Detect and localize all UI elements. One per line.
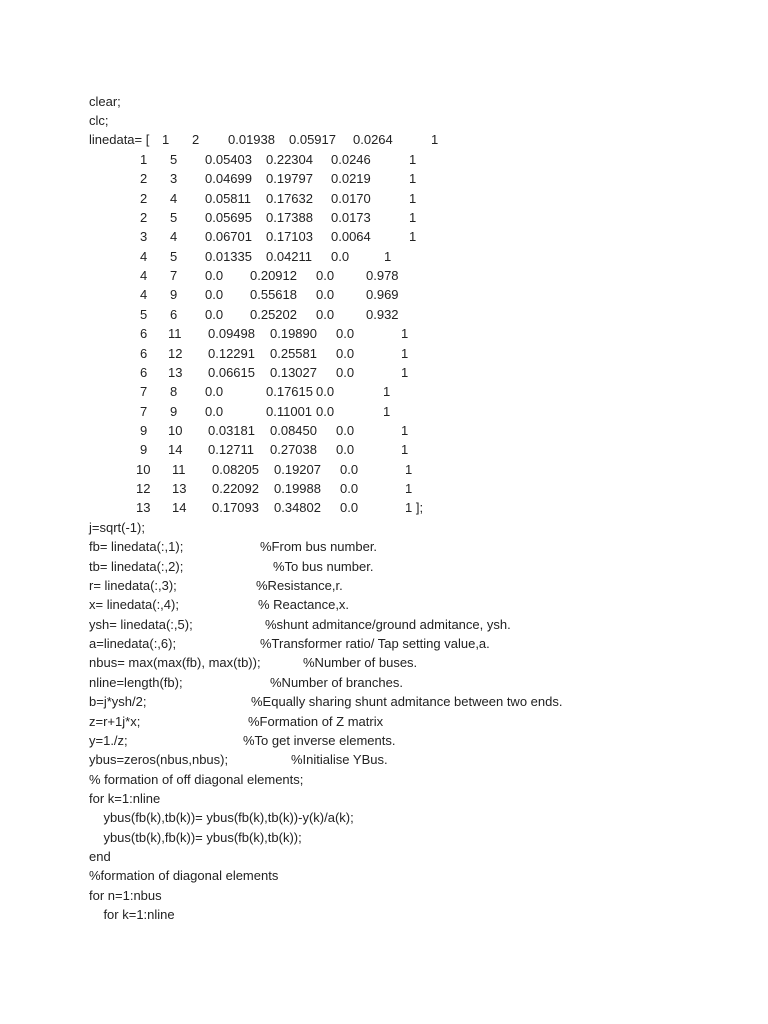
code-comment: %Number of branches. <box>270 675 403 690</box>
linedata-row <box>0 498 768 517</box>
linedata-row <box>0 169 768 188</box>
linedata-row <box>0 460 768 479</box>
code-line: tb= linedata(:,2); <box>89 559 184 574</box>
code-line: r= linedata(:,3); <box>89 578 177 593</box>
code-line: %formation of diagonal elements <box>89 868 279 883</box>
cell-resistance: 0.06615 <box>208 365 255 380</box>
cell-to-bus: 14 <box>168 442 183 457</box>
cell-reactance: 0.11001 <box>266 404 313 419</box>
cell-to-bus: 7 <box>170 268 178 283</box>
cell-resistance: 0.01938 <box>228 132 275 147</box>
cell-tap: 1 <box>431 132 439 147</box>
cell-reactance: 0.25581 <box>270 346 317 361</box>
code-comment: %Resistance,r. <box>256 578 343 593</box>
cell-from-bus: 7 <box>140 384 148 399</box>
cell-from-bus: 6 <box>140 365 148 380</box>
cell-to-bus: 4 <box>170 191 178 206</box>
cell-from-bus: 6 <box>140 346 148 361</box>
cell-to-bus: 13 <box>172 481 187 496</box>
cell-tap: 1 <box>401 326 409 341</box>
linedata-row <box>0 440 768 459</box>
cell-tap: 0.969 <box>366 287 399 302</box>
cell-tap: 0.978 <box>366 268 399 283</box>
code-line: for k=1:nline <box>89 907 175 922</box>
cell-from-bus: 5 <box>140 307 148 322</box>
code-line: for n=1:nbus <box>89 888 162 903</box>
cell-reactance: 0.55618 <box>250 287 297 302</box>
linedata-row <box>0 247 768 266</box>
code-line: b=j*ysh/2; <box>89 694 147 709</box>
cell-tap: 0.932 <box>366 307 399 322</box>
cell-from-bus: 13 <box>136 500 151 515</box>
code-comment: % Reactance,x. <box>258 597 350 612</box>
cell-tap: 1 <box>383 404 391 419</box>
code-line: end <box>89 849 111 864</box>
cell-resistance: 0.0 <box>205 404 224 419</box>
code-line: ybus(fb(k),tb(k))= ybus(fb(k),tb(k))-y(k)/a(k); <box>89 810 354 825</box>
cell-shunt: 0.0 <box>316 404 335 419</box>
cell-shunt: 0.0173 <box>331 210 371 225</box>
cell-reactance: 0.04211 <box>266 249 313 264</box>
cell-resistance: 0.05811 <box>205 191 252 206</box>
code-line: nbus= max(max(fb), max(tb)); <box>89 655 261 670</box>
linedata-row <box>0 285 768 304</box>
cell-resistance: 0.08205 <box>212 462 259 477</box>
cell-shunt: 0.0 <box>336 442 355 457</box>
cell-to-bus: 10 <box>168 423 183 438</box>
code-comment: %Number of buses. <box>303 655 418 670</box>
cell-from-bus: 10 <box>136 462 151 477</box>
linedata-row <box>0 479 768 498</box>
cell-to-bus: 11 <box>168 326 182 341</box>
cell-tap: 1 <box>401 365 409 380</box>
cell-to-bus: 5 <box>170 152 178 167</box>
cell-resistance: 0.0 <box>205 287 224 302</box>
cell-reactance: 0.34802 <box>274 500 321 515</box>
cell-to-bus: 8 <box>170 384 178 399</box>
cell-tap: 1 <box>405 481 413 496</box>
cell-resistance: 0.03181 <box>208 423 255 438</box>
code-comment: %Transformer ratio/ Tap setting value,a. <box>260 636 490 651</box>
cell-resistance: 0.0 <box>205 307 224 322</box>
cell-resistance: 0.0 <box>205 384 224 399</box>
cell-resistance: 0.05403 <box>205 152 252 167</box>
cell-resistance: 0.12711 <box>208 442 255 457</box>
cell-shunt: 0.0 <box>340 481 359 496</box>
code-comment: %shunt admitance/ground admitance, ysh. <box>265 617 511 632</box>
cell-reactance: 0.19797 <box>266 171 313 186</box>
cell-tap: 1 <box>409 210 417 225</box>
cell-resistance: 0.0 <box>205 268 224 283</box>
linedata-row <box>0 305 768 324</box>
linedata-row <box>0 421 768 440</box>
cell-reactance: 0.19988 <box>274 481 321 496</box>
code-line: z=r+1j*x; <box>89 714 141 729</box>
cell-resistance: 0.04699 <box>205 171 252 186</box>
code-line: ysh= linedata(:,5); <box>89 617 193 632</box>
cell-tap: 1 <box>409 171 417 186</box>
cell-shunt: 0.0 <box>331 249 350 264</box>
cell-to-bus: 4 <box>170 229 178 244</box>
cell-shunt: 0.0246 <box>331 152 371 167</box>
linedata-row <box>0 324 768 343</box>
cell-to-bus: 9 <box>170 287 178 302</box>
cell-reactance: 0.08450 <box>270 423 317 438</box>
cell-resistance: 0.17093 <box>212 500 259 515</box>
cell-shunt: 0.0 <box>340 500 359 515</box>
cell-tap: 1 <box>409 191 417 206</box>
cell-from-bus: 1 <box>162 132 170 147</box>
cell-shunt: 0.0 <box>336 326 355 341</box>
cell-from-bus: 4 <box>140 249 148 264</box>
cell-to-bus: 9 <box>170 404 178 419</box>
code-line: ybus(tb(k),fb(k))= ybus(fb(k),tb(k)); <box>89 830 302 845</box>
linedata-row <box>0 363 768 382</box>
code-line: ybus=zeros(nbus,nbus); <box>89 752 229 767</box>
cell-from-bus: 9 <box>140 423 148 438</box>
code-line: a=linedata(:,6); <box>89 636 177 651</box>
linedata-row <box>0 208 768 227</box>
cell-from-bus: 12 <box>136 481 151 496</box>
cell-resistance: 0.22092 <box>212 481 259 496</box>
cell-reactance: 0.19207 <box>274 462 321 477</box>
cell-tap: 1 <box>409 152 417 167</box>
code-comment: %To get inverse elements. <box>243 733 396 748</box>
code-line: nline=length(fb); <box>89 675 183 690</box>
cell-shunt: 0.0 <box>316 268 335 283</box>
cell-tap: 1 <box>383 384 391 399</box>
cell-reactance: 0.20912 <box>250 268 297 283</box>
cell-resistance: 0.12291 <box>208 346 255 361</box>
cell-reactance: 0.27038 <box>270 442 317 457</box>
linedata-row <box>0 227 768 246</box>
cell-reactance: 0.17388 <box>266 210 313 225</box>
cell-reactance: 0.05917 <box>289 132 336 147</box>
cell-to-bus: 12 <box>168 346 183 361</box>
cell-from-bus: 2 <box>140 210 148 225</box>
cell-from-bus: 3 <box>140 229 148 244</box>
cell-to-bus: 5 <box>170 210 178 225</box>
cell-shunt: 0.0 <box>340 462 359 477</box>
cell-shunt: 0.0170 <box>331 191 371 206</box>
code-comment: %To bus number. <box>273 559 374 574</box>
cell-shunt: 0.0 <box>336 346 355 361</box>
code-comment: %From bus number. <box>260 539 378 554</box>
code-comment: %Initialise YBus. <box>291 752 388 767</box>
code-line: y=1./z; <box>89 733 128 748</box>
code-comment: %Equally sharing shunt admitance between two ends. <box>251 694 563 709</box>
cell-to-bus: 5 <box>170 249 178 264</box>
cell-shunt: 0.0 <box>316 384 335 399</box>
linedata-row <box>0 266 768 285</box>
cell-shunt: 0.0064 <box>331 229 371 244</box>
cell-shunt: 0.0 <box>316 307 335 322</box>
cell-tap: 1 <box>401 442 409 457</box>
cell-tap: 1 <box>405 462 413 477</box>
linedata-row <box>0 402 768 421</box>
cell-to-bus: 6 <box>170 307 178 322</box>
linedata-row <box>0 150 768 169</box>
cell-from-bus: 6 <box>140 326 148 341</box>
cell-reactance: 0.19890 <box>270 326 317 341</box>
cell-resistance: 0.05695 <box>205 210 252 225</box>
cell-tap: 1 <box>409 229 417 244</box>
code-line: for k=1:nline <box>89 791 161 806</box>
cell-shunt: 0.0219 <box>331 171 371 186</box>
code-line: j=sqrt(-1); <box>89 520 145 535</box>
cell-to-bus: 11 <box>172 462 186 477</box>
cell-from-bus: 7 <box>140 404 148 419</box>
cell-reactance: 0.17615 <box>266 384 313 399</box>
code-line: x= linedata(:,4); <box>89 597 179 612</box>
cell-reactance: 0.13027 <box>270 365 317 380</box>
cell-tap: 1 <box>401 423 409 438</box>
cell-tap: 1 ]; <box>405 500 424 515</box>
linedata-row <box>0 382 768 401</box>
linedata-first-row <box>0 130 768 149</box>
cell-shunt: 0.0 <box>336 423 355 438</box>
code-line: fb= linedata(:,1); <box>89 539 184 554</box>
cell-reactance: 0.17103 <box>266 229 313 244</box>
cell-to-bus: 13 <box>168 365 183 380</box>
cell-from-bus: 2 <box>140 171 148 186</box>
cell-reactance: 0.17632 <box>266 191 313 206</box>
cell-tap: 1 <box>401 346 409 361</box>
cell-resistance: 0.06701 <box>205 229 252 244</box>
linedata-prefix: linedata= [ <box>89 132 150 147</box>
cell-to-bus: 14 <box>172 500 187 515</box>
cell-from-bus: 4 <box>140 268 148 283</box>
cell-shunt: 0.0264 <box>353 132 393 147</box>
cell-from-bus: 4 <box>140 287 148 302</box>
linedata-row <box>0 344 768 363</box>
cell-from-bus: 1 <box>140 152 148 167</box>
cell-reactance: 0.25202 <box>250 307 297 322</box>
cell-from-bus: 9 <box>140 442 148 457</box>
code-line: % formation of off diagonal elements; <box>89 772 304 787</box>
code-comment: %Formation of Z matrix <box>248 714 384 729</box>
cell-reactance: 0.22304 <box>266 152 313 167</box>
linedata-row <box>0 189 768 208</box>
code-line-clc: clc; <box>89 113 109 128</box>
cell-tap: 1 <box>384 249 392 264</box>
code-line-clear: clear; <box>89 94 121 109</box>
cell-to-bus: 3 <box>170 171 178 186</box>
cell-from-bus: 2 <box>140 191 148 206</box>
cell-shunt: 0.0 <box>336 365 355 380</box>
cell-resistance: 0.01335 <box>205 249 252 264</box>
cell-resistance: 0.09498 <box>208 326 255 341</box>
cell-shunt: 0.0 <box>316 287 335 302</box>
cell-to-bus: 2 <box>192 132 200 147</box>
